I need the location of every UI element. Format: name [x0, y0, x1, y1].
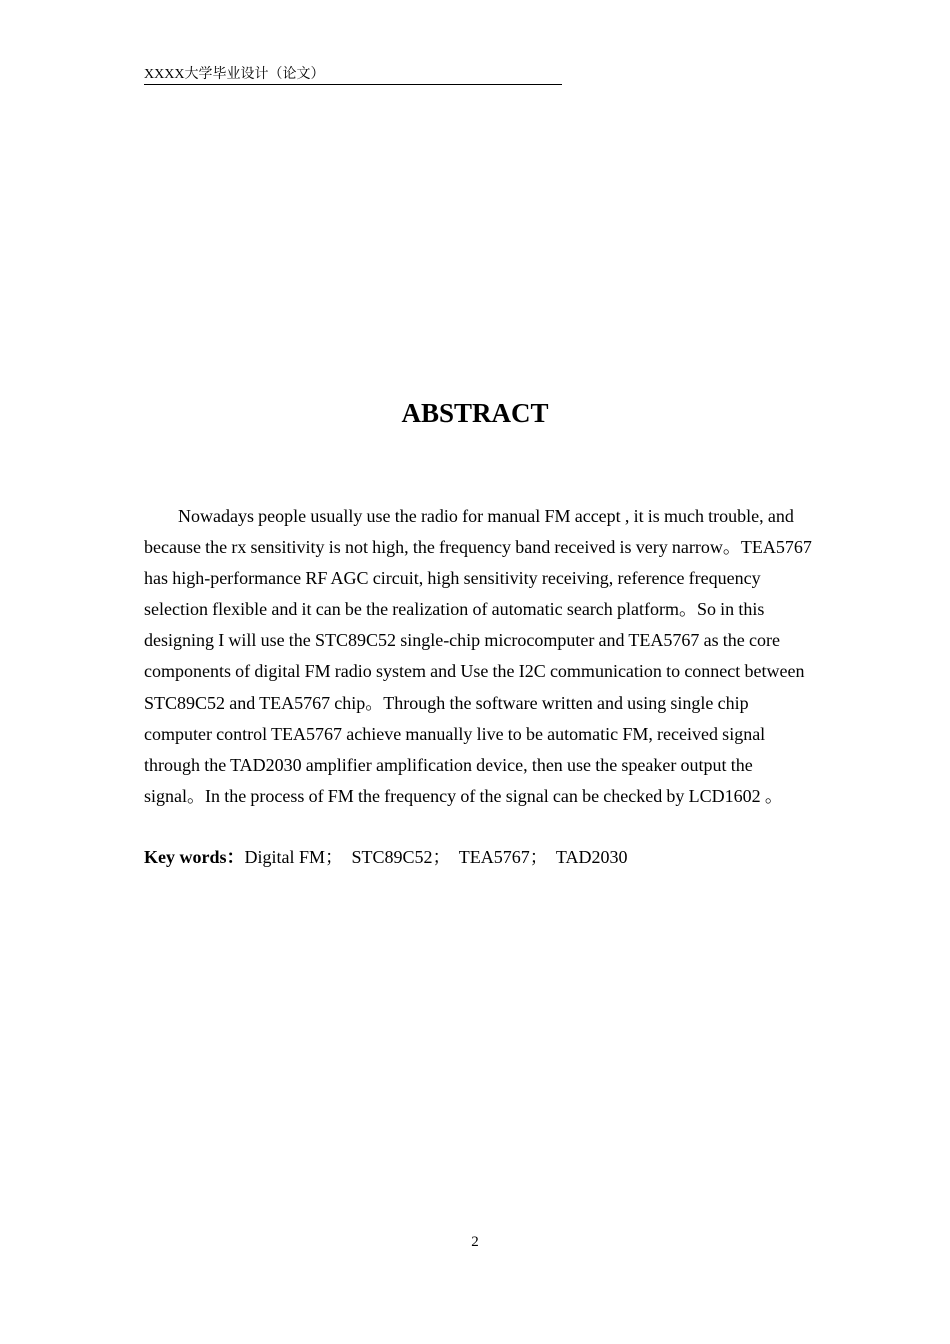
keyword-item: TEA5767；: [458, 847, 548, 867]
abstract-body: Nowadays people usually use the radio for manual FM accept , it is much trouble, and because the rx sensitivity is not high, the frequency band received is very narrow。TEA5767 has high-performance RF AGC circuit, high sensitivity receiving, reference frequency selection flexible and it can be the realization of automatic search platform。So in this designing I will use the STC89C52 single-chip microcomputer and TEA5767 as the core components of digital FM radio system and Use the I2C communication to connect between STC89C52 and TEA5767 chip。Through the software written and using single chip computer control TEA5767 achieve manually live to be automatic FM, received signal through the TAD2030 amplifier amplification device, then use the speaker output the signal。In the process of FM the frequency of the signal can be checked by LCD1602 。: [144, 506, 812, 806]
page-header: XXXX大学毕业设计（论文）: [144, 66, 562, 85]
keywords-label: Key words：: [144, 847, 245, 867]
keyword-item: Digital FM；: [244, 847, 344, 867]
abstract-title: ABSTRACT: [401, 398, 549, 428]
page-number: 2: [471, 1234, 479, 1250]
keyword-item: STC89C52；: [351, 847, 451, 867]
keyword-item: TAD2030: [555, 847, 628, 867]
keywords-line: [144, 842, 812, 872]
